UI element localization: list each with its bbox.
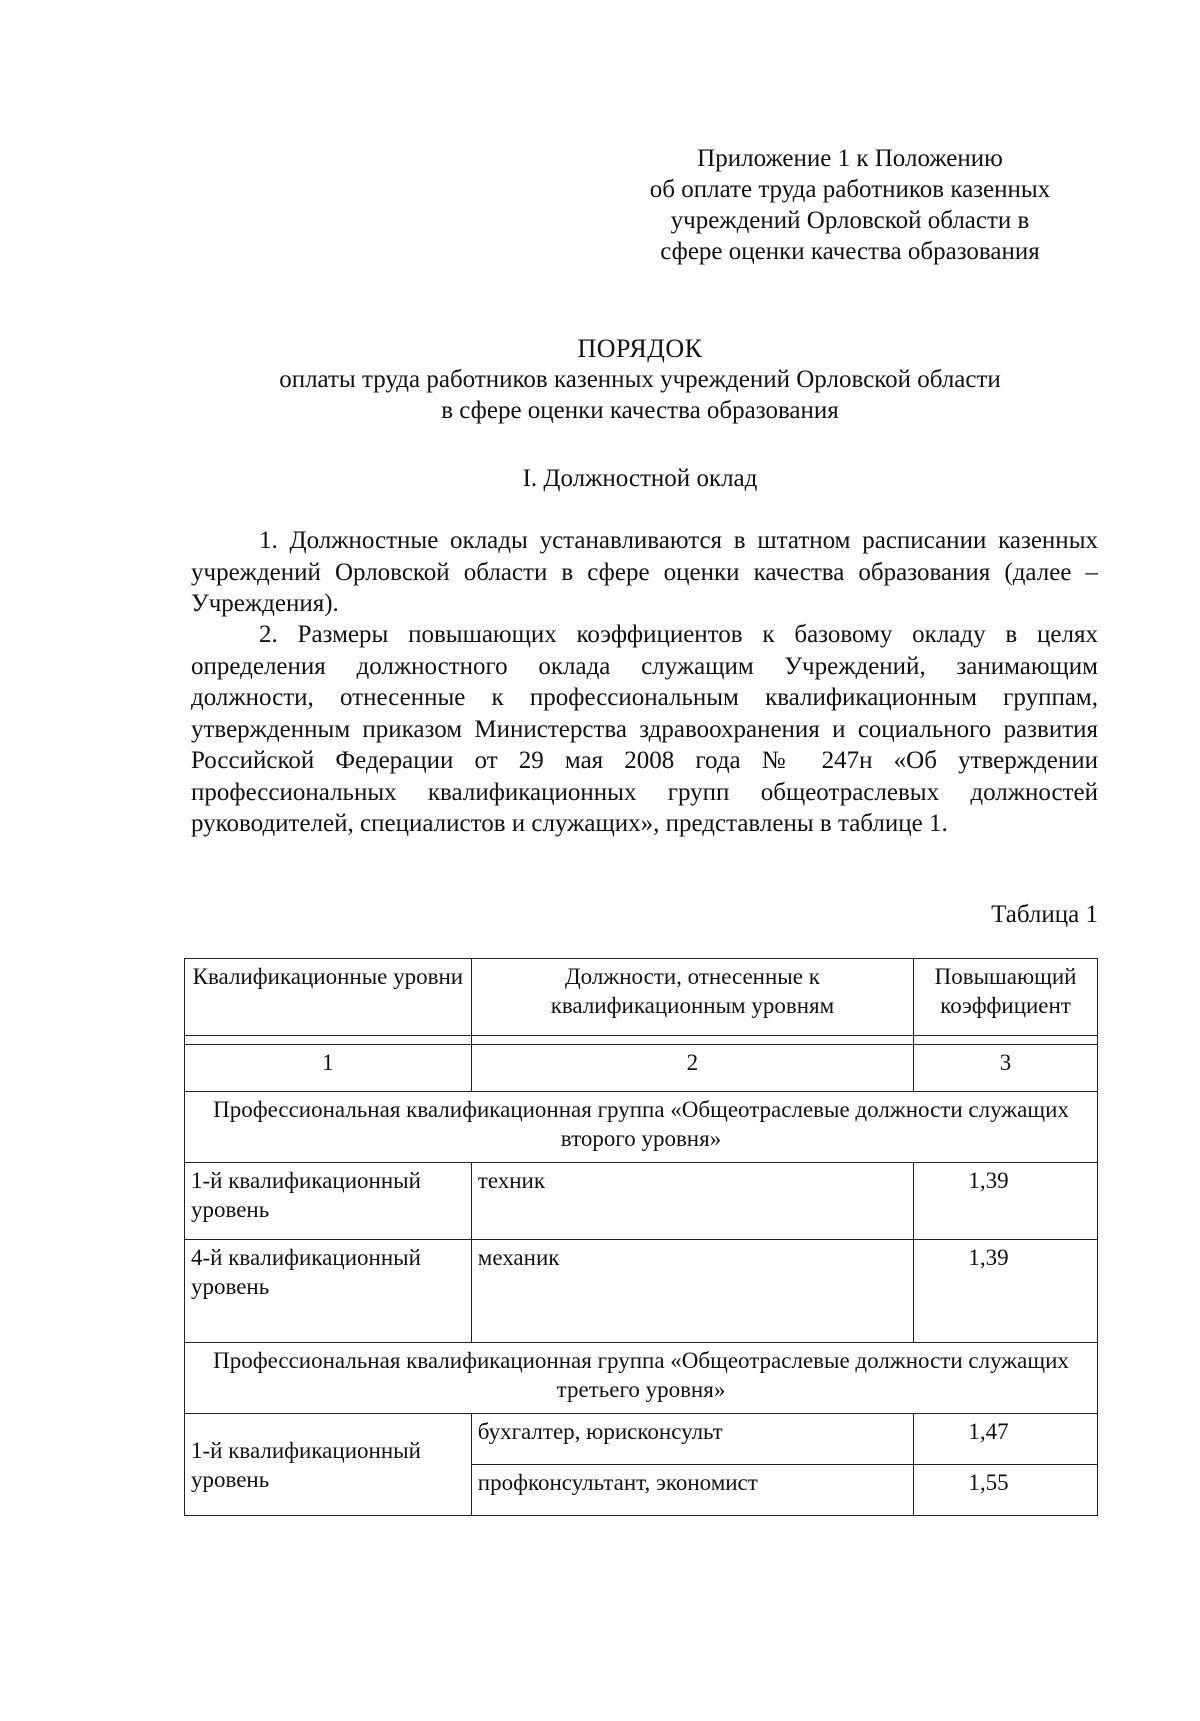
appendix-line: об оплате труда работников казенных xyxy=(649,176,1051,203)
table-header-cell: Квалификационные уровни xyxy=(185,959,472,1036)
table-column-numbers-row xyxy=(185,1045,1098,1092)
positions-cell: бухгалтер, юрисконсульт xyxy=(471,1414,913,1465)
appendix-reference xyxy=(600,143,1100,267)
document-title-block xyxy=(180,333,1100,426)
level-cell: 4-й квалификационный уровень xyxy=(185,1240,472,1343)
table-row xyxy=(185,1163,1098,1240)
coefficient-cell: 1,55 xyxy=(914,1465,1098,1516)
positions-cell: механик xyxy=(471,1240,913,1343)
coefficient-cell: 1,39 xyxy=(914,1163,1098,1240)
coefficient-cell: 1,47 xyxy=(914,1414,1098,1465)
table-group-row xyxy=(185,1092,1098,1163)
document-subtitle-line: в сфере оценки качества образования xyxy=(441,397,839,424)
table-separator xyxy=(185,1036,1098,1045)
document-subtitle-line: оплаты труда работников казенных учреждений Орловской области xyxy=(279,366,1001,393)
table-row xyxy=(185,1240,1098,1343)
appendix-line: Приложение 1 к Положению xyxy=(697,145,1003,172)
group-title-cell: Профессиональная квалификационная группа «Общеотраслевые должности служащих третьего уровня» xyxy=(185,1343,1098,1414)
level-cell: 1-й квалификационный уровень xyxy=(185,1163,472,1240)
table-header-cell: Повышающий коэффициент xyxy=(914,959,1098,1036)
table-header-cell: Должности, отнесенные к квалификационным уровням xyxy=(471,959,913,1036)
appendix-line: учреждений Орловской области в xyxy=(670,207,1030,234)
table-group-row xyxy=(185,1343,1098,1414)
coefficients-table xyxy=(184,958,1098,1516)
section-heading: I. Должностной оклад xyxy=(522,465,758,492)
column-number-cell: 3 xyxy=(914,1045,1098,1092)
paragraph-1: 1. Должностные оклады устанавливаются в штатном расписании казенных учреждений Орловской области в сфере оценки качества образования (далее – Учреждения). xyxy=(191,527,1098,617)
column-number-cell: 1 xyxy=(185,1045,472,1092)
document-title: ПОРЯДОК xyxy=(577,334,703,363)
coefficient-cell: 1,39 xyxy=(914,1240,1098,1343)
table-header-row xyxy=(185,959,1098,1036)
level-cell: 1-й квалификационный уровень xyxy=(185,1414,472,1516)
appendix-line: сфере оценки качества образования xyxy=(660,238,1040,265)
group-title-cell: Профессиональная квалификационная группа «Общеотраслевые должности служащих второго уровня» xyxy=(185,1092,1098,1163)
table-row xyxy=(185,1414,1098,1465)
positions-cell: профконсультант, экономист xyxy=(471,1465,913,1516)
paragraph-2: 2. Размеры повышающих коэффициентов к базовому окладу в целях определения должностного оклада служащим Учреждений, занимающим должности, отнесенные к профессиональным квалификационным группам, утвержденным приказом Министерства здравоохранения и социального развития Российской Федерации от 29 мая 2008 года № 247н «Об утверждении профессиональных квалификационных групп общеотраслевых должностей руководителей, специалистов и служащих», представлены в таблице 1. xyxy=(191,621,1098,837)
positions-cell: техник xyxy=(471,1163,913,1240)
table-caption: Таблица 1 xyxy=(991,901,1098,928)
column-number-cell: 2 xyxy=(471,1045,913,1092)
